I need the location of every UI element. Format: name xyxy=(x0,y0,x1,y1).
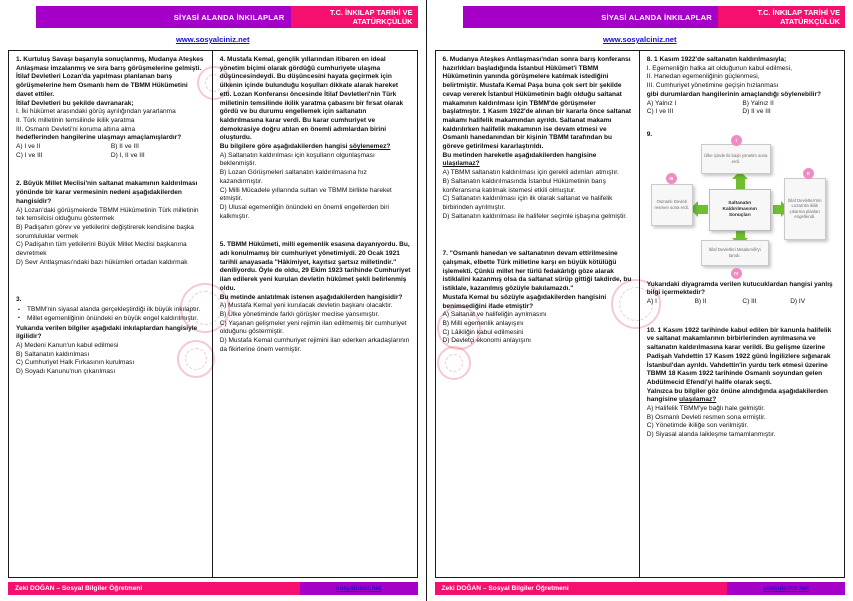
footer-site-link[interactable]: sosyalciniz.net xyxy=(335,585,382,592)
spacer xyxy=(647,124,838,131)
header-banner-topic xyxy=(463,6,719,28)
question-9-option-d[interactable]: D) IV xyxy=(790,298,806,306)
question-7-option-a[interactable]: A) Saltanat ve halifeliğin ayrılmasını xyxy=(442,311,547,319)
diagram-node-1-label: Ülke içinde iki başlı yönetim sona erdi. xyxy=(704,153,768,164)
diagram-node-4 xyxy=(701,240,769,266)
question-8-option-d[interactable]: D) II ve III xyxy=(742,108,771,116)
question-1 xyxy=(16,56,206,160)
question-2-options xyxy=(16,207,206,268)
column-3 xyxy=(436,51,640,577)
question-9 xyxy=(647,131,838,307)
question-2-ask: 2. Büyük Millet Meclisi'nin saltanat makamının kaldırılması yönünde bir karar vermesinin nedeni aşağıdakilerden hangisidir? xyxy=(16,180,198,205)
question-5-option-b[interactable]: B) Ülke yönetiminde farklı görüşler meclise yansımıştır. xyxy=(219,310,380,318)
question-1-option-d[interactable]: D) I, II ve III xyxy=(110,151,145,159)
question-8 xyxy=(647,56,838,117)
question-3-ask: Yukarıda verilen bilgiler aşağıdaki inkılaplardan hangisiyle ilgilidir? xyxy=(16,324,198,341)
column-4 xyxy=(640,51,844,577)
question-3 xyxy=(16,296,206,376)
question-4-option-a[interactable]: A) Saltanatın kaldırılması için koşulların olgunlaşması beklenmiştir. xyxy=(219,151,375,168)
question-10-ask-text: Yalnızca bu bilgiler göz önüne alındığında aşağıdakilerden hangisine xyxy=(646,387,828,404)
diagram-badge-2: II xyxy=(803,168,814,179)
question-4-ask-text: Bu bilgilere göre aşağıdakilerden hangisi xyxy=(219,143,348,151)
question-5-options xyxy=(220,302,411,354)
question-6-option-a[interactable]: A) TBMM saltanatın kaldırılması için gerekli adımları atmıştır. xyxy=(442,169,619,177)
spacer xyxy=(16,274,206,296)
diagram-badge-3: III xyxy=(666,173,677,184)
spacer xyxy=(443,228,633,250)
question-6-ask xyxy=(443,152,633,169)
question-6-options xyxy=(443,169,633,221)
question-9-option-a[interactable]: A) I xyxy=(646,298,657,306)
header-url-row xyxy=(8,29,418,47)
question-1-item: II. Türk milletinin temsilinde ikilik yaratma xyxy=(16,116,135,124)
header-url-row xyxy=(435,29,846,47)
question-9-option-b[interactable]: B) II xyxy=(694,298,707,306)
question-3-bullet: ▪ TBMM'nin siyasal alanda gerçekleştirdiği ilk büyük inkılaptır. xyxy=(16,306,206,315)
question-2-option-c[interactable]: C) Padişahın tüm yetkilerini Büyük Millet Meclisi başkanına devretmek xyxy=(16,241,187,258)
question-8-options xyxy=(647,100,838,117)
question-8-option-b[interactable]: B) Yalnız II xyxy=(742,99,774,107)
question-6-stem: 6. Mudanya Ateşkes Antlaşması'ndan sonra barış konferansı hazırlıkları başladığında İstanbul Hükümet'i TBMM Hükümetinin yanında görüşmelere katılmak istediğini belirtmiştir. Mustafa Kemal Paşa buna çok sert bir şekilde cevap vererek İstanbul Hükümetinin bağlı olduğu saltanat makamının kaldırılması için TBMM'de görüşmeler başlatmıştır. 1 Kasım 1922'de alınan bir kararla önce saltanat makamı halifelik makamından ayrıldı. Saltanat makamı kaldırılırken halifelik makamının ise devam etmesi ve Osmanlı hanedanından bir kişinin TBMM tarafından bu göreve getirilmesi kararlaştırıldı. xyxy=(442,56,632,151)
diagram-node-3-label: Osmanlı Devleti resmen sona erdi. xyxy=(654,199,689,210)
question-7 xyxy=(443,250,633,346)
question-1-stem: 1. Kurtuluş Savaşı başarıyla sonuçlanmış, Mudanya Ateşkes Anlaşması imzalanmış ve sıra barış görüşmelerine gelmişti. İtilaf Devletleri Lozan'da yapılması planlanan barış görüşmelerine hem Osmanlı hem de TBMM Hükümetini davet ettiler. xyxy=(16,56,204,98)
header-banner-topic xyxy=(36,6,291,28)
question-3-bullets xyxy=(16,306,206,323)
page-footer-right xyxy=(435,582,846,595)
diagram-center-node xyxy=(709,189,771,231)
question-3-number: 3. xyxy=(16,296,22,304)
question-10-ask-emphasis: ulaşılamaz? xyxy=(679,396,717,404)
question-9-diagram xyxy=(645,137,841,278)
question-7-stem: 7. "Osmanlı hanedan ve saltanatının devam ettirilmesine çalışmak, elbette Türk milletine karşı en büyük kötülüğü işlemekti. Çünkü millet her türlü fedakârlığı göze alarak istiklalini kazanmış olsa da saltanat sürüp gittiği takdirde, bu istiklale, kazanılmış gözüyle bakılamazdı." xyxy=(442,250,632,293)
question-5 xyxy=(220,241,411,354)
question-5-option-d[interactable]: D) Mustafa Kemal cumhuriyet rejimini ilan ederken arkadaşlarının da fikirlerine önem vermiştir. xyxy=(219,337,410,353)
header-topic-label: SİYASİ ALANDA İNKILAPLAR xyxy=(173,12,285,22)
diagram-center-label: Saltanatın Kaldırılmasının Sonuçları xyxy=(722,200,757,218)
question-1-item: III. Osmanlı Devleti'ni koruma altına alma xyxy=(16,125,136,133)
header-banner-course xyxy=(291,6,418,28)
question-9-number: 9. xyxy=(646,130,653,138)
column-2 xyxy=(213,51,417,577)
diagram-node-1 xyxy=(701,144,771,174)
spacer xyxy=(647,314,838,327)
question-10-ask xyxy=(647,388,838,405)
question-8-lead: 8. 1 Kasım 1922'de saltanatın kaldırılmasıyla; xyxy=(646,56,787,63)
header-course-label: T.C. İNKILAP TARİHİ VE ATATÜRKÇÜLÜK xyxy=(329,8,413,26)
question-8-option-c[interactable]: C) I ve III xyxy=(646,108,674,116)
question-10-option-a[interactable]: A) Halifelik TBMM'ye bağlı hale gelmiştir. xyxy=(646,405,766,413)
question-10-option-b[interactable]: B) Osmanlı Devleti resmen sona ermiştir. xyxy=(646,413,766,421)
question-3-option-a[interactable]: A) Medeni Kanun'un kabul edilmesi xyxy=(16,341,119,349)
question-5-stem: 5. TBMM Hükümeti, milli egemenlik esasına dayanıyordu. Bu, adı konulmamış bir cumhuriyet yönetimiydi. 20 Ocak 1921 tarihli anayasada "Hâkimiyet, kayıtsız şartsız milletindir." deniliyordu. Öyle de oldu, 29 Ekim 1923 tarihinde Cumhuriyet ilan edilerek yeni kurulan devletin hükümet şekli belirlenmiş oldu. xyxy=(219,241,411,292)
question-4-ask-emphasis: söylenemez? xyxy=(349,143,391,151)
diagram-node-4-label: İtilaf Devletleri Misakımilli'yi tanıdı. xyxy=(708,247,761,258)
question-9-options xyxy=(647,298,838,307)
footer-author-band xyxy=(8,582,300,595)
footer-author-band xyxy=(435,582,728,595)
question-6-ask-text: Bu metinden hareketle aşağıdakilerden hangisine xyxy=(442,151,597,159)
footer-site-link[interactable]: sosyalciniz.net xyxy=(763,585,809,592)
question-1-lead: İtilaf Devletleri bu şekilde davranarak; xyxy=(16,99,134,107)
diagram-node-3 xyxy=(651,184,693,226)
question-2-option-d[interactable]: D) Sevr Antlaşması'ndaki bazı hükümleri ortadan kaldırmak xyxy=(16,258,188,266)
question-7-option-b[interactable]: B) Milli egemenlik anlayışını xyxy=(442,319,524,327)
question-6-option-d[interactable]: D) Saltanatın kaldırılması ile halifeler seçimle işbaşına gelmiştir. xyxy=(442,212,627,220)
header-site-link[interactable]: www.sosyalciniz.net xyxy=(175,35,250,44)
question-9-option-c[interactable]: C) III xyxy=(742,298,757,306)
question-1-options xyxy=(16,143,206,160)
question-1-option-b[interactable]: B) II ve III xyxy=(110,143,139,151)
footer-author-label: Zeki DOĞAN – Sosyal Bilgiler Öğretmeni xyxy=(441,585,569,592)
question-9-ask: Yukarıdaki diyagramda verilen kutucuklardan hangisi yanlış bilgi içermektedir? xyxy=(646,280,833,297)
question-3-options xyxy=(16,342,206,377)
question-1-option-a[interactable]: A) I ve II xyxy=(16,143,41,151)
question-8-item: I. Egemenliğin halka ait olduğunun kabul edilmesi, xyxy=(646,64,792,72)
question-7-option-c[interactable]: C) Lâikliğin kabul edilmesini xyxy=(442,328,524,336)
question-7-ask: Mustafa Kemal bu sözüyle aşağıdakilerden hangisini benimsediğini ifade etmiştir? xyxy=(442,293,607,310)
question-3-option-c[interactable]: C) Cumhuriyet Halk Fırkasının kurulması xyxy=(16,359,135,367)
question-10-option-c[interactable]: C) Yönetimde ikiliğe son verilmiştir. xyxy=(646,422,749,430)
page-header-right xyxy=(463,6,846,28)
question-4-option-d[interactable]: D) Ulusal egemenliğin önündeki en önemli engellerden biri kalkmıştır. xyxy=(219,203,389,220)
question-6 xyxy=(443,56,633,221)
question-1-item: I. İki hükümet arasındaki görüş ayrılığından yararlanma xyxy=(16,108,176,116)
question-10-options xyxy=(647,405,838,440)
question-1-ask: hedeflerinden hangilerine ulaşmayı amaçlamışlardır? xyxy=(16,134,182,142)
footer-url-band xyxy=(727,582,845,595)
question-4-stem: 4. Mustafa Kemal, gençlik yıllarından itibaren en ideal yönetim biçimi olarak gördüğü cumhuriyete ulaşma düşüncesindeydi. Bu düşüncesini hayata geçirmek için ülkenin içinde bulunduğu koşulları dikkate alarak hareket etti. Lozan Konferansı öncesinde İtilaf Devletleri'nin Türk milletinin temsilinde ikilik yaratma çabasını bir fırsat olarak gördü ve bu durumu engellemek için saltanatın kaldırılmasına karar verdi. Bu karar cumhuriyet ve demokrasiye doğru atılan en önemli adımlardan birini oluşturdu. xyxy=(219,56,404,142)
header-site-link[interactable]: www.sosyalciniz.net xyxy=(602,35,677,44)
header-banner-course xyxy=(718,6,845,28)
question-1-option-c[interactable]: C) I ve III xyxy=(16,151,43,159)
question-2-option-a[interactable]: A) Lozan'daki görüşmelerde TBMM Hükûmetinin Türk milletinin tek temsilcisi olduğunu göstermek xyxy=(16,206,199,223)
question-8-item: III. Cumhuriyet yönetimine geçişin hızlanması xyxy=(646,82,779,90)
worksheet-page-right xyxy=(427,0,853,601)
question-4 xyxy=(220,56,411,221)
content-frame-left xyxy=(8,50,418,578)
question-6-ask-emphasis: ulaşılamaz? xyxy=(442,160,480,168)
question-10-option-d[interactable]: D) Siyasal alanda laikleşme tamamlanmıştır. xyxy=(646,431,776,439)
question-10 xyxy=(647,327,838,440)
question-4-option-b[interactable]: B) Lozan Görüşmeleri saltanatın kaldırılmasına hız kazandırmıştır. xyxy=(219,169,367,185)
question-5-option-c[interactable]: C) Yaşanan gelişmeler yeni rejimin ilan edilmemiş bir cumhuriyet olduğunu göstermiştir. xyxy=(219,319,407,336)
question-8-ask: gibi durumlardan hangilerinin amaçlandığı söylenebilir? xyxy=(646,90,822,98)
question-5-ask: Bu metinde anlatılmak istenen aşağıdakilerden hangisidir? xyxy=(219,293,403,301)
question-7-options xyxy=(443,311,633,346)
diagram-badge-4: IV xyxy=(731,268,742,279)
header-course-label: T.C. İNKILAP TARİHİ VE ATATÜRKÇÜLÜK xyxy=(757,8,840,26)
question-3-option-b[interactable]: B) Saltanatın kaldırılması xyxy=(16,350,90,358)
question-8-option-a[interactable]: A) Yalnız I xyxy=(646,99,677,107)
spacer xyxy=(16,167,206,180)
page-header-left xyxy=(36,6,418,28)
spacer xyxy=(220,228,411,241)
header-topic-label: SİYASİ ALANDA İNKILAPLAR xyxy=(601,12,712,22)
question-10-stem: 10. 1 Kasım 1922 tarihinde kabul edilen bir kanunla halifelik ve saltanat makamlarının birbirlerinden ayrılmasına ve saltanatın kaldırılmasına karar verildi. Bu gelişme üzerine Padişah Vahdettin 17 Kasım 1922 günü İngilizlere sığınarak İstanbul'dan ayrıldı. Vahdettin'in yurdu terk etmesi üzerine TBMM 18 Kasım 1922 tarihinde Osmanlı soyundan gelen Abdülmecid Efendi'yi halife olarak seçti. xyxy=(646,326,832,386)
question-6-option-c[interactable]: C) Saltanatın kaldırılması için ilk olarak saltanat ve halifelik birbirinden ayrılmıştır. xyxy=(442,195,613,211)
question-3-option-d[interactable]: D) Soyadı Kanunu'nun çıkarılması xyxy=(16,368,116,376)
question-2 xyxy=(16,180,206,267)
question-7-option-d[interactable]: D) Devletçi ekonomi anlayışını xyxy=(442,337,531,345)
question-5-option-a[interactable]: A) Mustafa Kemal yeni kurulacak devletin başkanı olacaktır. xyxy=(219,302,393,310)
arrow-left-shaft xyxy=(698,205,708,214)
footer-url-band xyxy=(300,582,418,595)
question-3-bullet: ▪ Millet egemenliğinin önündeki en büyük engel kaldırılmıştır. xyxy=(16,315,206,324)
page-footer-left xyxy=(8,582,418,595)
question-4-option-c[interactable]: C) Milli Mücadele yıllarında sultan ve TBMM birlikte hareket etmiştir. xyxy=(219,186,392,203)
diagram-badge-1: I xyxy=(731,135,742,146)
diagram-node-2 xyxy=(784,178,826,240)
question-4-ask xyxy=(220,143,411,152)
diagram-node-2-label: İtilaf Devletleri'nin Lozan'da ikilik çıkarma planları engellendi. xyxy=(787,198,822,219)
content-frame-right xyxy=(435,50,846,578)
question-2-option-b[interactable]: B) Padişahın görev ve yetkilerini değiştirerek kendisine başka sorumluluklar vermek xyxy=(16,223,194,240)
footer-author-label: Zeki DOĞAN – Sosyal Bilgiler Öğretmeni xyxy=(15,585,143,592)
column-1 xyxy=(9,51,213,577)
question-4-options xyxy=(220,152,411,222)
question-8-item: II. Hanedan egemenliğinin güçlenmesi, xyxy=(646,73,760,81)
question-6-option-b[interactable]: B) Saltanatın kaldırılmasında İstanbul Hükümetinin barış konferansına katılmak istemesi etkili olmuştur. xyxy=(442,177,606,194)
